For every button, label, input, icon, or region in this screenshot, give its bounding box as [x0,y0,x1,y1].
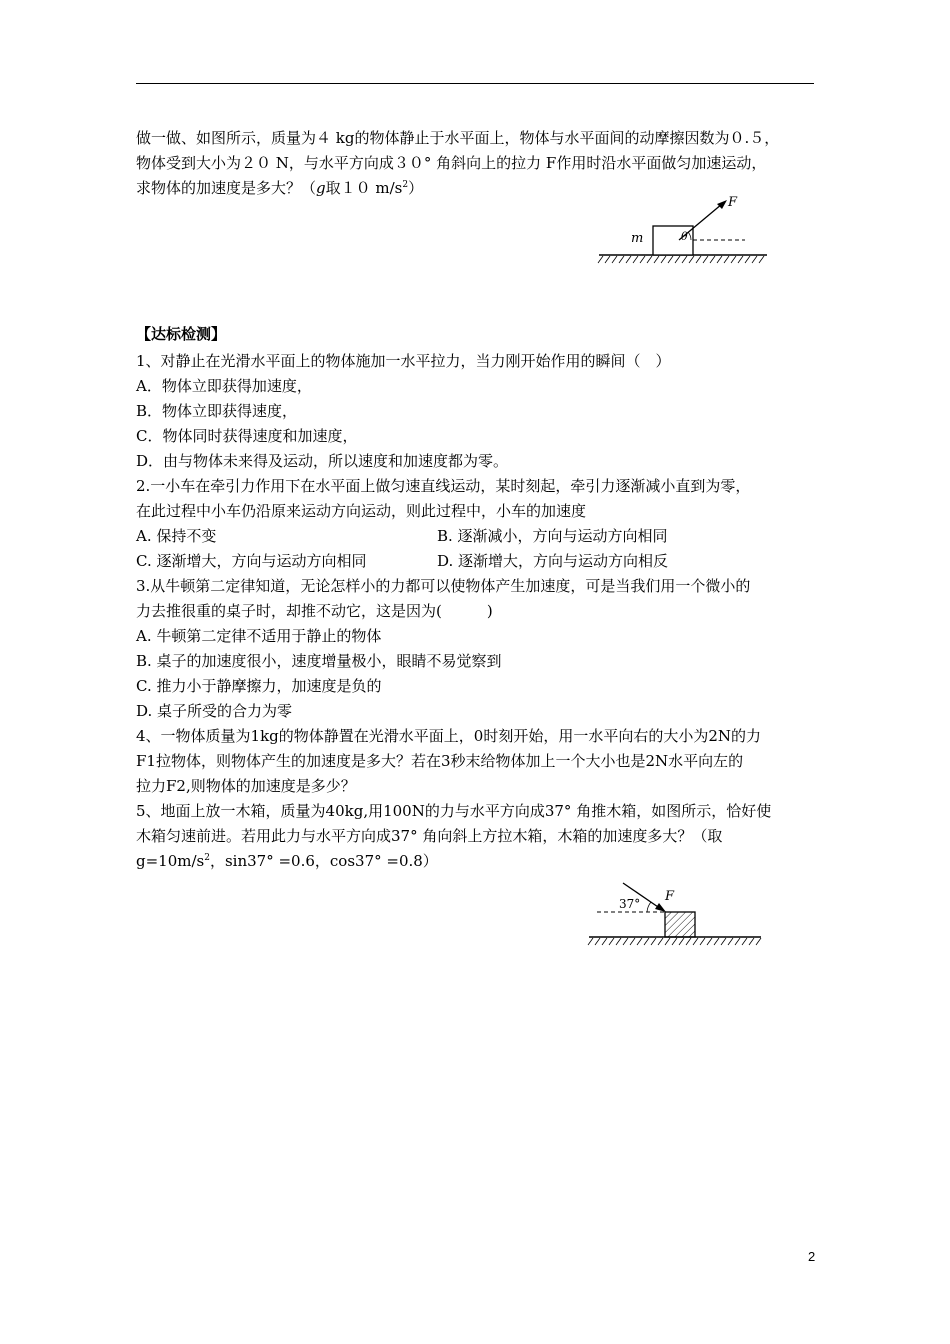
q2-option-a: A. 保持不变 [136,527,217,545]
q2-stem-1: 2.一小车在牵引力作用下在水平面上做匀速直线运动，某时刻起，牵引力逐渐减小直到为零， [136,477,751,495]
q3-option-d: D. 桌子所受的合力为零 [136,702,293,720]
exercise-line-2: 物体受到大小为２０ N，与水平方向成３０° 角斜向上的拉力 F作用时沿水平面做匀加速运动， [136,154,767,172]
q5-line-1: 5、地面上放一木箱，质量为40kg,用100N的力与水平方向成37° 角推木箱，如图所示，恰好使 [136,802,772,820]
angle-label: θ [681,230,688,243]
exercise-line-3: 求物体的加速度是多大？（g取１０ $m/s^2$） [136,179,424,197]
figure-block-pulled [595,190,775,270]
q2-option-b: B. 逐渐减小，方向与运动方向相同 [437,527,668,545]
angle-37-label: 37° [619,897,641,911]
q1-option-c: C．物体同时获得速度和加速度， [136,427,358,445]
exercise-line-1: 做一做、如图所示，质量为４ kg的物体静止于水平面上，物体与水平面间的动摩擦因数为０.５， [136,129,780,147]
q1-stem: 1、对静止在光滑水平面上的物体施加一水平拉力，当力刚开始作用的瞬间（ ） [136,352,671,370]
section-title: 【达标检测】 [136,325,227,343]
q1-option-a: A．物体立即获得加速度， [136,377,312,395]
force-f-label: F [665,889,675,904]
q1-option-b: B．物体立即获得速度， [136,402,298,420]
mass-label: m [631,231,644,246]
q4-line-3: 拉力F2,则物体的加速度是多少？ [136,777,356,795]
q3-stem-2: 力去推很重的桌子时，却推不动它，这是因为( ) [136,602,493,620]
header-rule [136,83,814,84]
q3-option-a: A. 牛顿第二定律不适用于静止的物体 [136,627,382,645]
q2-stem-2: 在此过程中小车仍沿原来运动方向运动，则此过程中，小车的加速度 [136,502,587,520]
q2-option-c: C. 逐渐增大，方向与运动方向相同 [136,552,367,570]
q5-line-3: $g=10m/s^2$，sin37° =0.6，cos37° =0.8） [136,852,438,870]
q3-option-c: C. 推力小于静摩擦力，加速度是负的 [136,677,382,695]
q4-line-2: F1拉物体，则物体产生的加速度是多大？若在3秒末给物体加上一个大小也是2N水平向左的 [136,752,744,770]
q3-stem-1: 3.从牛顿第二定律知道，无论怎样小的力都可以使物体产生加速度，可是当我们用一个微小的 [136,577,751,595]
figure-box-pushed [585,878,770,948]
q4-line-1: 4、一物体质量为1kg的物体静置在光滑水平面上，0时刻开始，用一水平向右的大小为2N的力 [136,727,761,745]
q1-option-d: D．由与物体未来得及运动，所以速度和加速度都为零。 [136,452,509,470]
q5-line-2: 木箱匀速前进。若用此力与水平方向成37° 角向斜上方拉木箱，木箱的加速度多大？（取 [136,827,723,845]
page-number: 2 [808,1249,816,1264]
q3-option-b: B. 桌子的加速度很小，速度增量极小，眼睛不易觉察到 [136,652,502,670]
force-label: F [728,195,738,210]
q2-option-d: D. 逐渐增大，方向与运动方向相反 [437,552,669,570]
